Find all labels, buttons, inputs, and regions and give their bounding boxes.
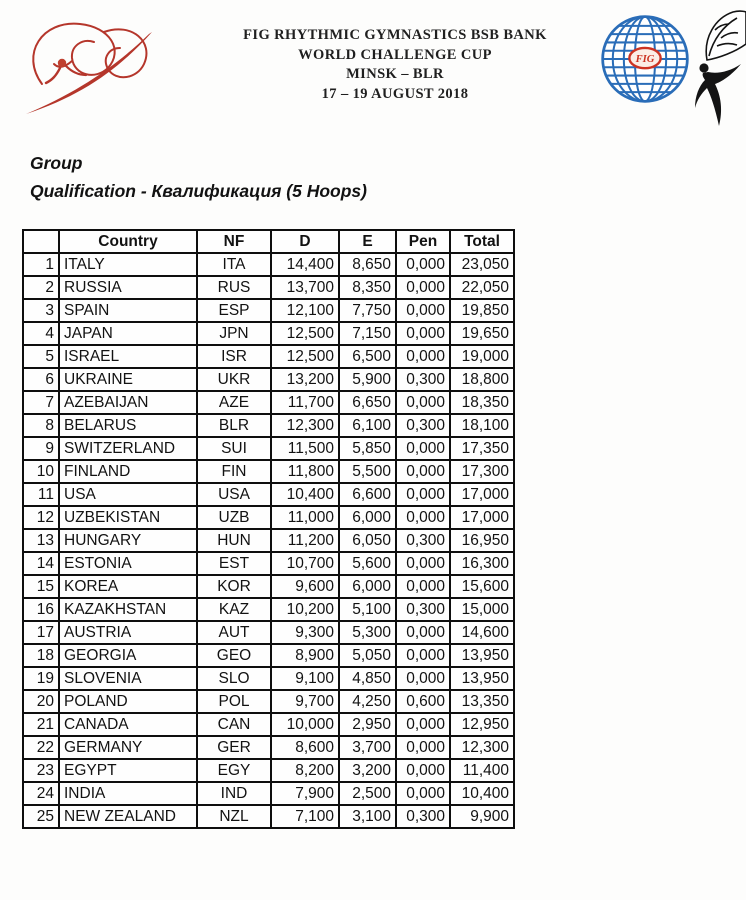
cell-total: 23,050 <box>450 253 514 276</box>
fig-globe-logo-icon <box>599 13 691 105</box>
cell-country: SPAIN <box>59 299 197 322</box>
cell-pen: 0,000 <box>396 575 450 598</box>
cell-total: 12,300 <box>450 736 514 759</box>
cell-pen: 0,000 <box>396 621 450 644</box>
cell-pen: 0,300 <box>396 414 450 437</box>
competition-title-line4: 17 – 19 AUGUST 2018 <box>321 85 469 102</box>
competition-title-line2: WORLD CHALLENGE CUP <box>298 46 492 63</box>
cell-country: AZEBAIJAN <box>59 391 197 414</box>
cell-total: 14,600 <box>450 621 514 644</box>
cell-pen: 0,000 <box>396 644 450 667</box>
cell-d: 8,200 <box>271 759 339 782</box>
cell-country: ESTONIA <box>59 552 197 575</box>
cell-country: ISRAEL <box>59 345 197 368</box>
cell-pen: 0,000 <box>396 782 450 805</box>
table-row <box>23 736 514 759</box>
cell-pen: 0,300 <box>396 598 450 621</box>
table-row <box>23 414 514 437</box>
cell-e: 5,300 <box>339 621 396 644</box>
cell-rank: 21 <box>23 713 59 736</box>
gymnast-silhouette-logo-icon <box>691 0 746 128</box>
cell-e: 5,600 <box>339 552 396 575</box>
cell-total: 19,850 <box>450 299 514 322</box>
cell-nf: SUI <box>197 437 271 460</box>
cell-rank: 20 <box>23 690 59 713</box>
cell-nf: EST <box>197 552 271 575</box>
cell-total: 15,600 <box>450 575 514 598</box>
cell-nf: AUT <box>197 621 271 644</box>
cell-pen: 0,000 <box>396 276 450 299</box>
cell-e: 4,850 <box>339 667 396 690</box>
cell-e: 7,750 <box>339 299 396 322</box>
cell-rank: 10 <box>23 460 59 483</box>
cell-country: ITALY <box>59 253 197 276</box>
cell-country: KAZAKHSTAN <box>59 598 197 621</box>
cell-nf: RUS <box>197 276 271 299</box>
cell-rank: 3 <box>23 299 59 322</box>
competition-title-line1: FIG RHYTHMIC GYMNASTICS BSB BANK <box>243 27 547 43</box>
section-title-qualification: Qualification - Квалификация (5 Hoops) <box>30 181 367 201</box>
cell-e: 6,500 <box>339 345 396 368</box>
cell-d: 10,400 <box>271 483 339 506</box>
cell-country: USA <box>59 483 197 506</box>
cell-e: 5,100 <box>339 598 396 621</box>
cell-pen: 0,000 <box>396 322 450 345</box>
cell-total: 10,400 <box>450 782 514 805</box>
cell-total: 17,000 <box>450 506 514 529</box>
cell-nf: IND <box>197 782 271 805</box>
cell-pen: 0,000 <box>396 299 450 322</box>
cell-rank: 12 <box>23 506 59 529</box>
cell-d: 9,600 <box>271 575 339 598</box>
cell-country: EGYPT <box>59 759 197 782</box>
cell-country: UKRAINE <box>59 368 197 391</box>
header-d: D <box>271 230 339 253</box>
cell-rank: 24 <box>23 782 59 805</box>
cell-pen: 0,000 <box>396 253 450 276</box>
cell-pen: 0,600 <box>396 690 450 713</box>
cell-country: INDIA <box>59 782 197 805</box>
cell-rank: 2 <box>23 276 59 299</box>
cell-nf: KOR <box>197 575 271 598</box>
cell-total: 17,300 <box>450 460 514 483</box>
cell-country: AUSTRIA <box>59 621 197 644</box>
cell-total: 19,000 <box>450 345 514 368</box>
cell-e: 6,050 <box>339 529 396 552</box>
cell-rank: 4 <box>23 322 59 345</box>
cell-rank: 23 <box>23 759 59 782</box>
cell-country: SLOVENIA <box>59 667 197 690</box>
cell-d: 12,500 <box>271 322 339 345</box>
table-row <box>23 621 514 644</box>
cell-total: 17,000 <box>450 483 514 506</box>
table-row <box>23 529 514 552</box>
cell-rank: 11 <box>23 483 59 506</box>
cell-e: 7,150 <box>339 322 396 345</box>
cell-nf: ESP <box>197 299 271 322</box>
cell-total: 16,950 <box>450 529 514 552</box>
cell-e: 8,350 <box>339 276 396 299</box>
cell-rank: 17 <box>23 621 59 644</box>
results-table-header <box>23 230 514 253</box>
cell-nf: AZE <box>197 391 271 414</box>
cell-pen: 0,000 <box>396 759 450 782</box>
table-row <box>23 552 514 575</box>
cell-e: 5,850 <box>339 437 396 460</box>
cell-e: 5,900 <box>339 368 396 391</box>
cell-country: JAPAN <box>59 322 197 345</box>
header-rank <box>23 230 59 253</box>
cell-rank: 19 <box>23 667 59 690</box>
cell-rank: 5 <box>23 345 59 368</box>
table-row <box>23 437 514 460</box>
cell-country: GEORGIA <box>59 644 197 667</box>
cell-pen: 0,300 <box>396 368 450 391</box>
table-row <box>23 391 514 414</box>
cell-e: 5,500 <box>339 460 396 483</box>
cell-pen: 0,000 <box>396 667 450 690</box>
cell-rank: 7 <box>23 391 59 414</box>
cell-total: 22,050 <box>450 276 514 299</box>
cell-rank: 22 <box>23 736 59 759</box>
fig-logo-text: FIG <box>635 54 655 66</box>
results-table-body <box>23 253 514 828</box>
cell-country: SWITZERLAND <box>59 437 197 460</box>
cell-nf: POL <box>197 690 271 713</box>
table-row <box>23 322 514 345</box>
cell-total: 11,400 <box>450 759 514 782</box>
cell-nf: HUN <box>197 529 271 552</box>
cell-d: 13,200 <box>271 368 339 391</box>
cell-d: 10,200 <box>271 598 339 621</box>
cell-nf: ITA <box>197 253 271 276</box>
cell-total: 15,000 <box>450 598 514 621</box>
cell-d: 10,700 <box>271 552 339 575</box>
cell-nf: GEO <box>197 644 271 667</box>
cell-nf: NZL <box>197 805 271 828</box>
table-row <box>23 345 514 368</box>
table-row <box>23 368 514 391</box>
cell-total: 9,900 <box>450 805 514 828</box>
cell-rank: 14 <box>23 552 59 575</box>
cell-d: 13,700 <box>271 276 339 299</box>
table-row <box>23 299 514 322</box>
cell-total: 12,950 <box>450 713 514 736</box>
cell-d: 7,900 <box>271 782 339 805</box>
cell-rank: 13 <box>23 529 59 552</box>
cell-d: 12,500 <box>271 345 339 368</box>
table-row <box>23 253 514 276</box>
cell-d: 8,900 <box>271 644 339 667</box>
cell-d: 9,700 <box>271 690 339 713</box>
cell-country: GERMANY <box>59 736 197 759</box>
cell-pen: 0,000 <box>396 437 450 460</box>
cell-d: 7,100 <box>271 805 339 828</box>
cell-nf: SLO <box>197 667 271 690</box>
cell-d: 12,300 <box>271 414 339 437</box>
table-row <box>23 483 514 506</box>
cell-total: 16,300 <box>450 552 514 575</box>
cell-total: 13,350 <box>450 690 514 713</box>
cell-nf: UKR <box>197 368 271 391</box>
table-row <box>23 276 514 299</box>
cell-e: 3,100 <box>339 805 396 828</box>
cell-rank: 1 <box>23 253 59 276</box>
cell-d: 11,800 <box>271 460 339 483</box>
cell-e: 6,000 <box>339 506 396 529</box>
cell-country: UZBEKISTAN <box>59 506 197 529</box>
cell-pen: 0,000 <box>396 736 450 759</box>
competition-title-line3: MINSK – BLR <box>346 66 444 82</box>
cell-nf: UZB <box>197 506 271 529</box>
cell-e: 6,600 <box>339 483 396 506</box>
header-nf: NF <box>197 230 271 253</box>
cell-nf: EGY <box>197 759 271 782</box>
cell-e: 6,650 <box>339 391 396 414</box>
cell-d: 11,000 <box>271 506 339 529</box>
section-title <box>30 149 367 205</box>
cell-total: 18,800 <box>450 368 514 391</box>
cell-d: 9,100 <box>271 667 339 690</box>
cell-e: 3,700 <box>339 736 396 759</box>
table-row <box>23 460 514 483</box>
cell-nf: JPN <box>197 322 271 345</box>
cell-pen: 0,000 <box>396 552 450 575</box>
table-row <box>23 667 514 690</box>
cell-d: 10,000 <box>271 713 339 736</box>
cell-nf: BLR <box>197 414 271 437</box>
competition-title <box>195 26 595 104</box>
header-country: Country <box>59 230 197 253</box>
cell-country: HUNGARY <box>59 529 197 552</box>
header-e: E <box>339 230 396 253</box>
table-row <box>23 805 514 828</box>
cell-pen: 0,300 <box>396 805 450 828</box>
cell-total: 18,100 <box>450 414 514 437</box>
cell-pen: 0,000 <box>396 713 450 736</box>
cell-rank: 6 <box>23 368 59 391</box>
cell-country: BELARUS <box>59 414 197 437</box>
cell-rank: 18 <box>23 644 59 667</box>
cell-nf: GER <box>197 736 271 759</box>
results-table <box>22 229 515 829</box>
cell-total: 19,650 <box>450 322 514 345</box>
cell-country: CANADA <box>59 713 197 736</box>
cell-pen: 0,000 <box>396 460 450 483</box>
cell-country: RUSSIA <box>59 276 197 299</box>
cell-d: 14,400 <box>271 253 339 276</box>
cell-rank: 9 <box>23 437 59 460</box>
cell-e: 4,250 <box>339 690 396 713</box>
cell-d: 9,300 <box>271 621 339 644</box>
header-pen: Pen <box>396 230 450 253</box>
cell-e: 5,050 <box>339 644 396 667</box>
cell-e: 2,500 <box>339 782 396 805</box>
cell-rank: 8 <box>23 414 59 437</box>
cell-rank: 15 <box>23 575 59 598</box>
cell-pen: 0,300 <box>396 529 450 552</box>
cell-pen: 0,000 <box>396 391 450 414</box>
cell-country: FINLAND <box>59 460 197 483</box>
cell-pen: 0,000 <box>396 345 450 368</box>
table-row <box>23 713 514 736</box>
cell-country: POLAND <box>59 690 197 713</box>
cell-e: 8,650 <box>339 253 396 276</box>
cell-total: 13,950 <box>450 667 514 690</box>
cell-country: NEW ZEALAND <box>59 805 197 828</box>
cell-nf: ISR <box>197 345 271 368</box>
cell-nf: CAN <box>197 713 271 736</box>
cell-rank: 25 <box>23 805 59 828</box>
table-row <box>23 759 514 782</box>
cell-total: 13,950 <box>450 644 514 667</box>
cell-nf: KAZ <box>197 598 271 621</box>
cell-total: 18,350 <box>450 391 514 414</box>
cell-nf: USA <box>197 483 271 506</box>
table-row <box>23 506 514 529</box>
header-total: Total <box>450 230 514 253</box>
ribbon-gymnast-logo-icon <box>12 6 162 121</box>
table-row <box>23 575 514 598</box>
table-row <box>23 782 514 805</box>
cell-country: KOREA <box>59 575 197 598</box>
cell-total: 17,350 <box>450 437 514 460</box>
table-row <box>23 644 514 667</box>
cell-e: 2,950 <box>339 713 396 736</box>
cell-pen: 0,000 <box>396 483 450 506</box>
table-row <box>23 598 514 621</box>
cell-e: 6,100 <box>339 414 396 437</box>
header-row <box>23 230 514 253</box>
cell-pen: 0,000 <box>396 506 450 529</box>
cell-rank: 16 <box>23 598 59 621</box>
table-row <box>23 690 514 713</box>
cell-e: 3,200 <box>339 759 396 782</box>
cell-e: 6,000 <box>339 575 396 598</box>
cell-d: 11,200 <box>271 529 339 552</box>
cell-d: 11,500 <box>271 437 339 460</box>
section-title-group: Group <box>30 153 83 173</box>
cell-d: 8,600 <box>271 736 339 759</box>
cell-d: 12,100 <box>271 299 339 322</box>
cell-d: 11,700 <box>271 391 339 414</box>
cell-nf: FIN <box>197 460 271 483</box>
